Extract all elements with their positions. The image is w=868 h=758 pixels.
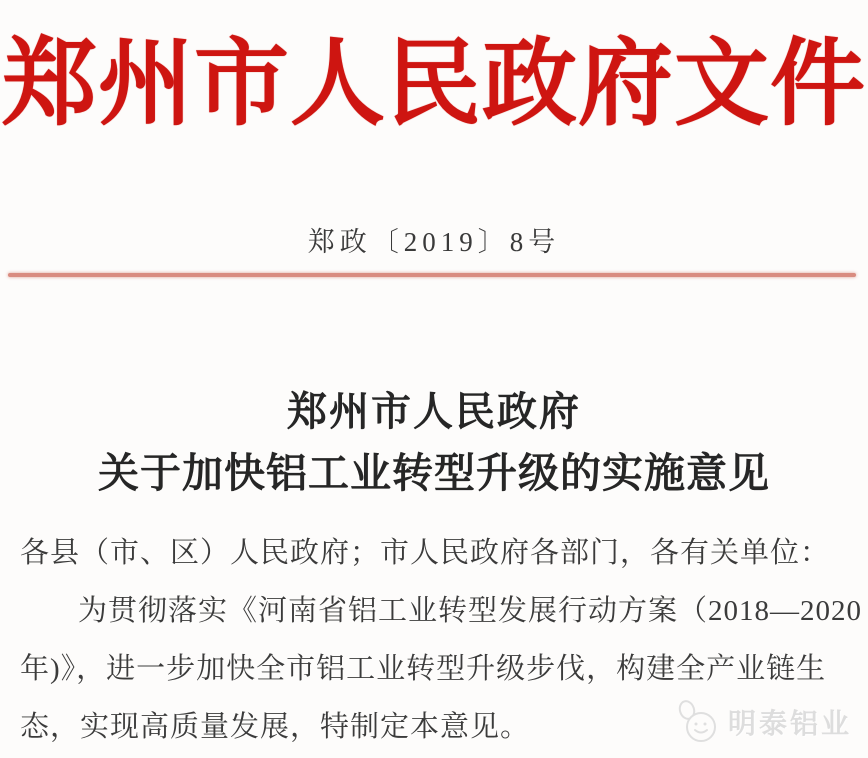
doc-title-line1: 郑州市人民政府 [287, 389, 581, 434]
body-line-salutation: 各县（市、区）人民政府；市人民政府各部门，各有关单位： [20, 537, 831, 569]
body-line: 年)》，进一步加快全市铝工业转型升级步伐，构建全产业链生 [20, 653, 827, 685]
mingtai-logo-icon [676, 698, 720, 746]
body-line: 为贯彻落实《河南省铝工业转型发展行动方案（2018—2020 [78, 595, 863, 627]
watermark-text: 明泰铝业 [727, 708, 852, 739]
masthead-title: 郑州市人民政府文件 [1, 31, 866, 137]
doc-title-line2: 关于加快铝工业转型升级的实施意见 [98, 450, 770, 496]
doc-number: 郑政〔2019〕8号 [307, 227, 561, 257]
body-line: 态，实现高质量发展，特制定本意见。 [20, 711, 531, 743]
watermark [676, 698, 852, 746]
red-divider-line [8, 273, 856, 277]
